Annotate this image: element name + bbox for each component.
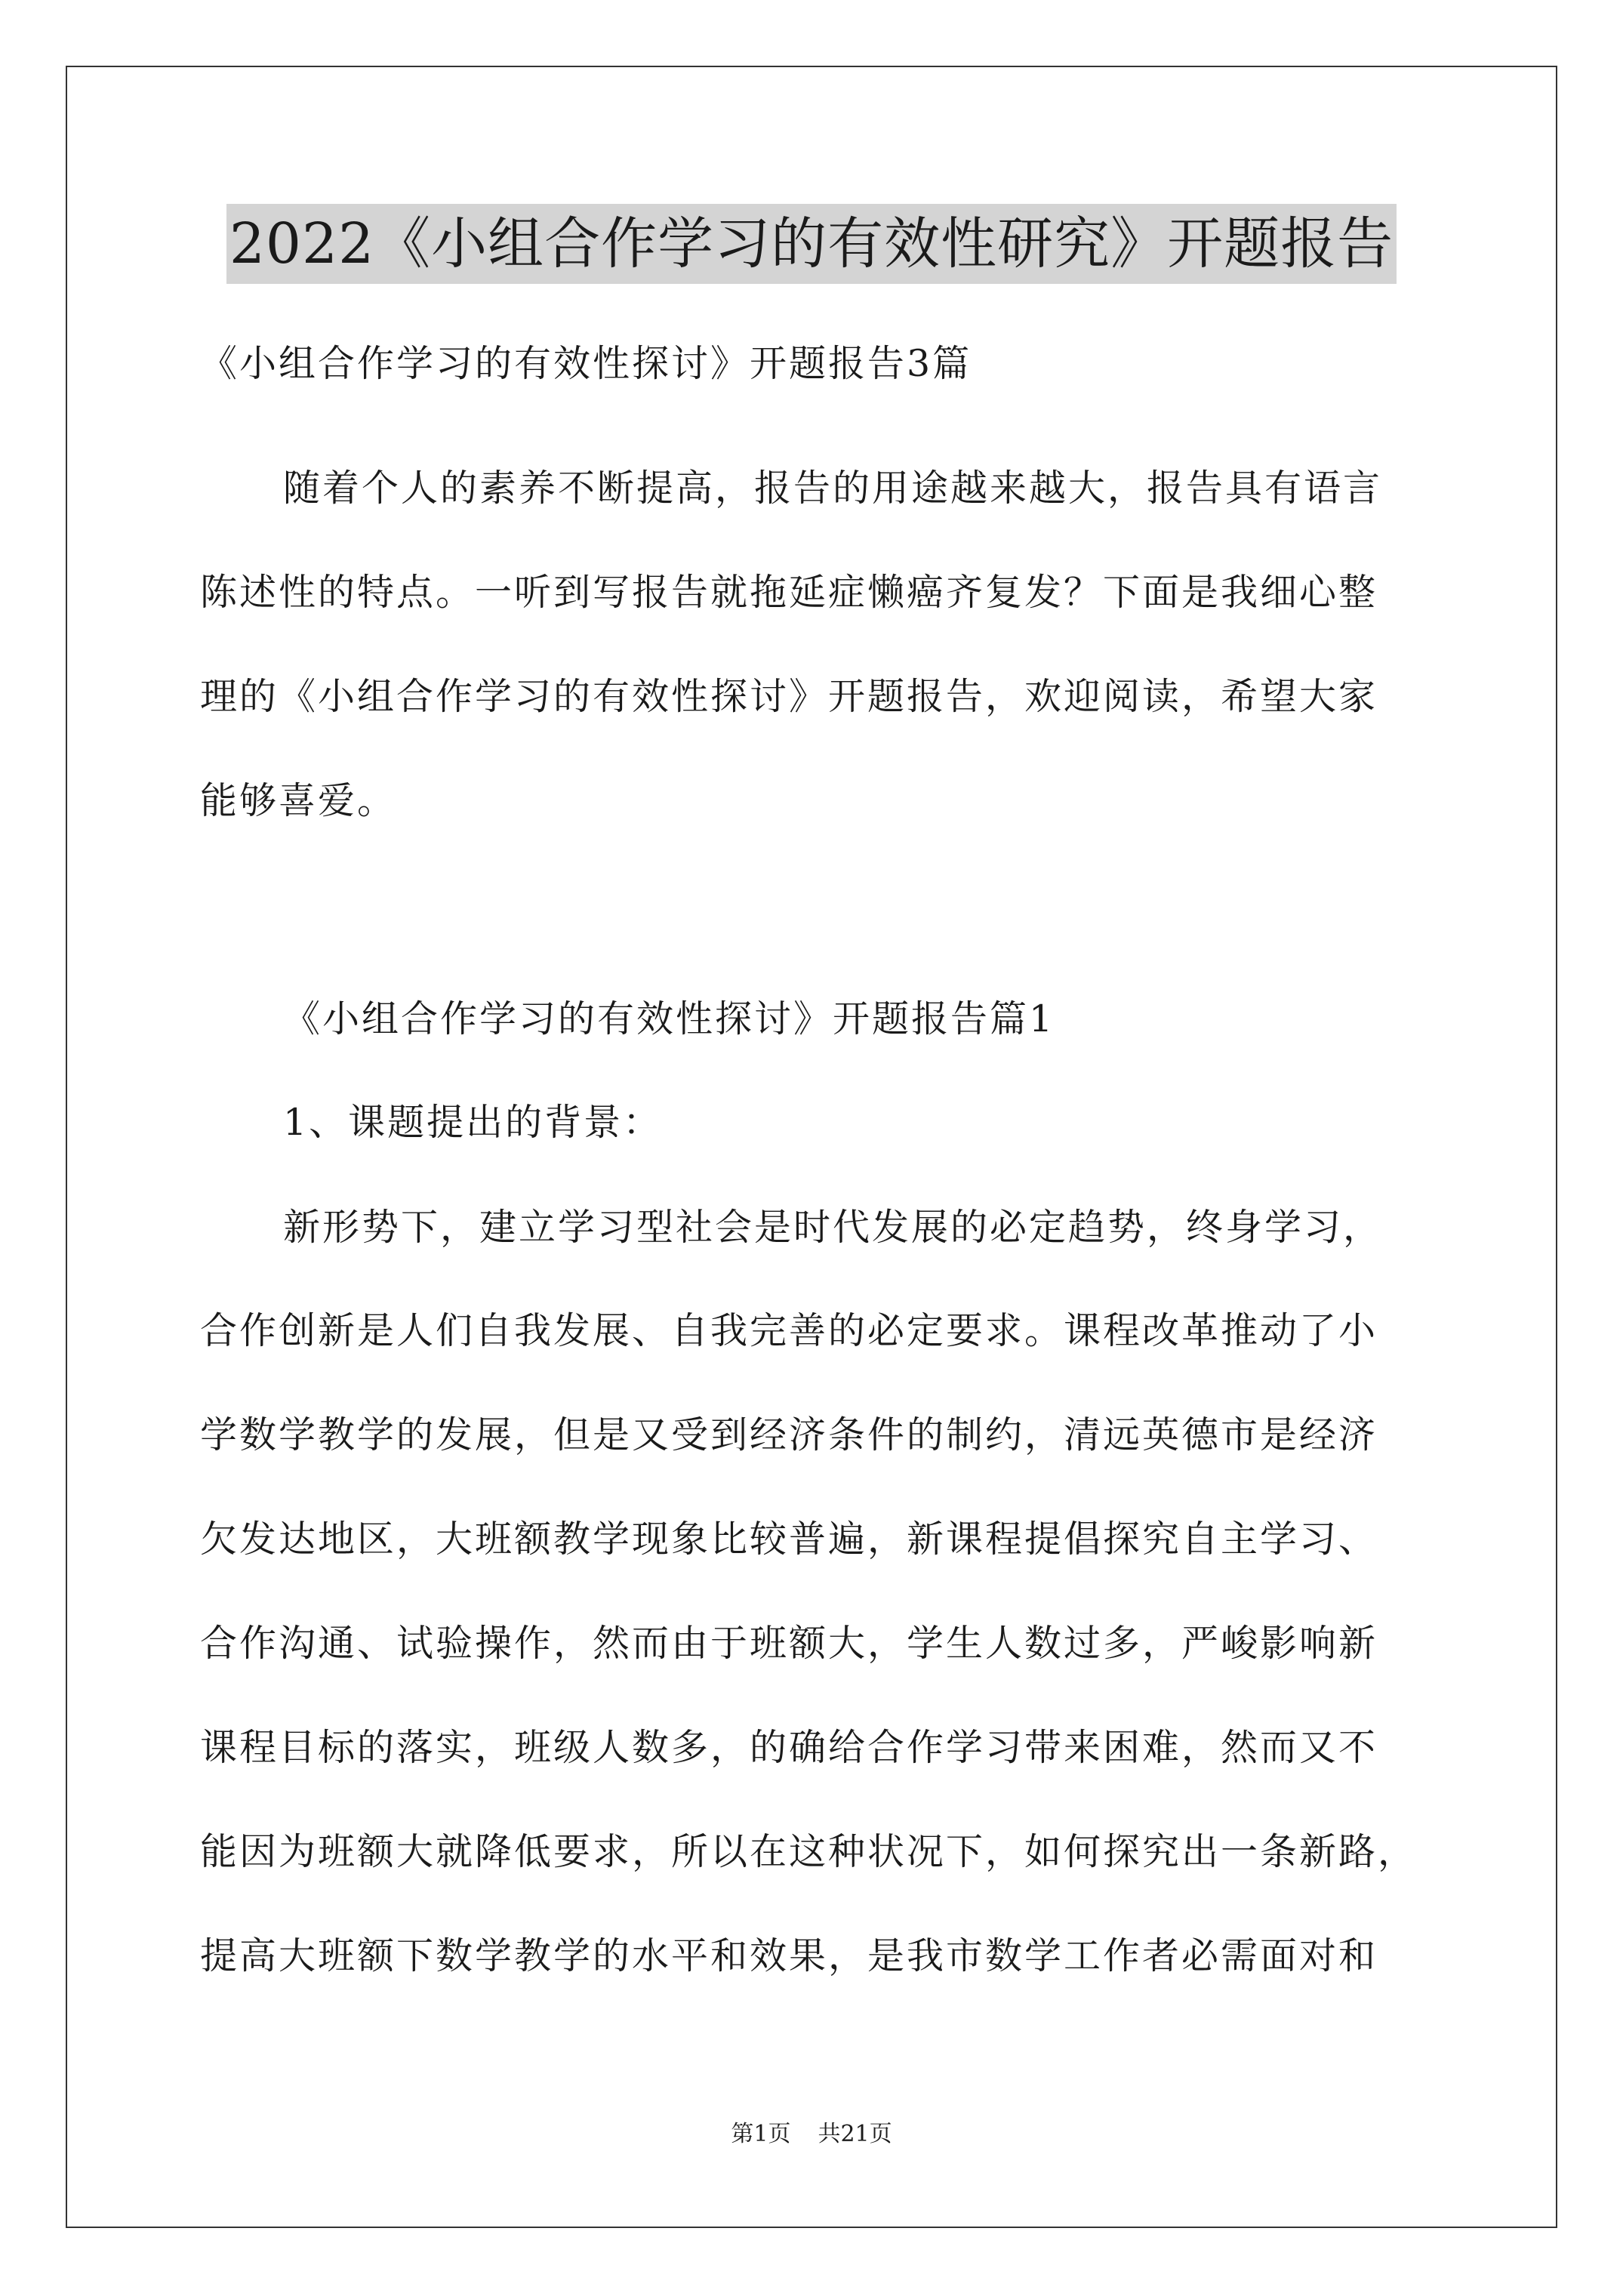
- paragraph-line: 陈述性的特点。一听到写报告就拖延症懒癌齐复发？下面是我细心整: [200, 571, 1378, 614]
- subsection-heading: 1、课题提出的背景：: [283, 1101, 663, 1144]
- paragraph-line: 合作沟通、试验操作，然而由于班额大，学生人数过多，严峻影响新: [200, 1622, 1378, 1665]
- paragraph-line: 提高大班额下数学教学的水平和效果，是我市数学工作者必需面对和: [200, 1934, 1378, 1977]
- page-number: 第1页: [731, 2121, 791, 2147]
- paragraph-line: 课程目标的落实，班级人数多，的确给合作学习带来困难，然而又不: [200, 1726, 1378, 1769]
- title-container: [0, 204, 1623, 284]
- section-heading: 《小组合作学习的有效性探讨》开题报告篇1: [283, 997, 1055, 1040]
- page-border: [66, 66, 1557, 2228]
- page-total: 共21页: [818, 2121, 892, 2147]
- paragraph-line: 新形势下，建立学习型社会是时代发展的必定趋势，终身学习，: [283, 1206, 1383, 1249]
- paragraph-line: 能够喜爱。: [200, 779, 397, 822]
- paragraph-line: 欠发达地区，大班额教学现象比较普遍，新课程提倡探究自主学习、: [200, 1518, 1378, 1561]
- paragraph-line: 随着个人的素养不断提高，报告的用途越来越大，报告具有语言: [283, 467, 1383, 510]
- paragraph-line: 能因为班额大就降低要求，所以在这种状况下，如何探究出一条新路，: [200, 1830, 1418, 1873]
- subtitle-line: 《小组合作学习的有效性探讨》开题报告3篇: [200, 342, 972, 385]
- paragraph-line: 合作创新是人们自我发展、自我完善的必定要求。课程改革推动了小: [200, 1309, 1378, 1352]
- paragraph-line: 理的《小组合作学习的有效性探讨》开题报告，欢迎阅读，希望大家: [200, 675, 1378, 718]
- paragraph-line: 学数学教学的发展，但是又受到经济条件的制约，清远英德市是经济: [200, 1413, 1378, 1456]
- page-footer: [0, 2119, 1623, 2150]
- document-title: 2022《小组合作学习的有效性研究》开题报告: [226, 204, 1397, 284]
